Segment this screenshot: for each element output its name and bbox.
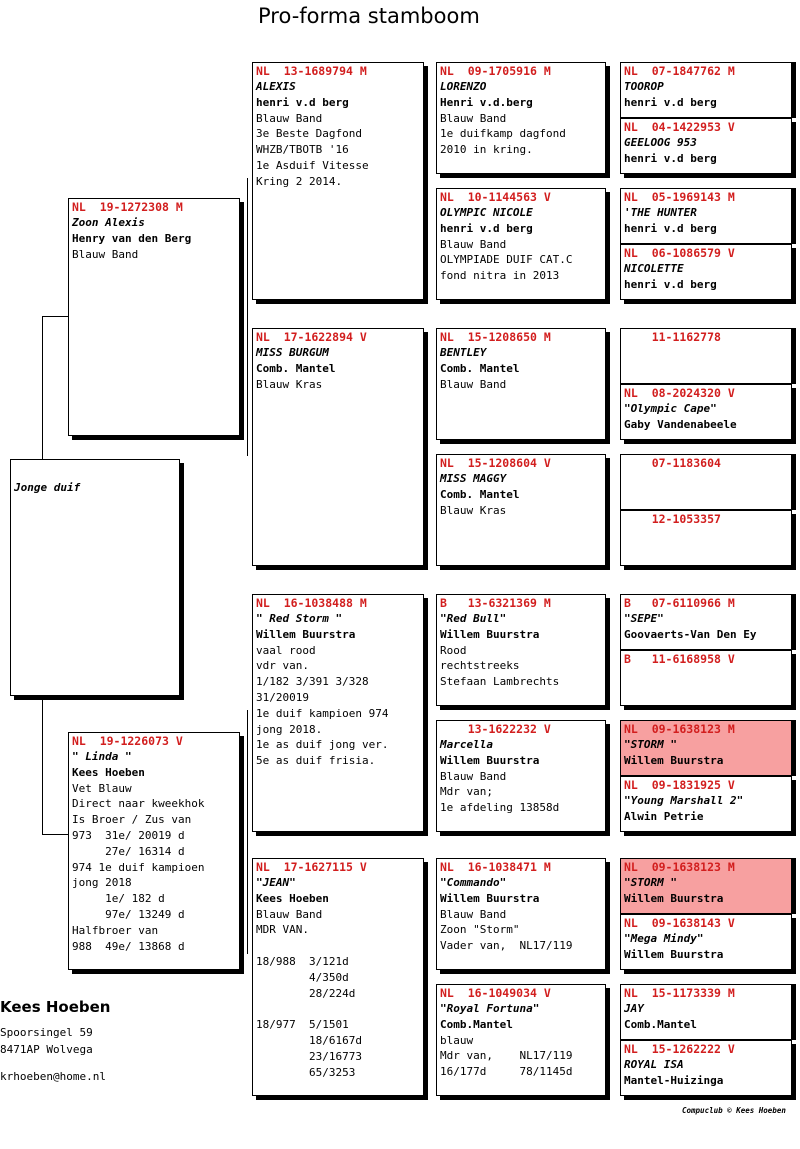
pedigree-note: vaal rood bbox=[256, 643, 316, 657]
pedigree-note: 1e duifkamp dagfond bbox=[440, 127, 566, 141]
great-great-grandparent-box[interactable] bbox=[620, 650, 792, 706]
great-great-grandparent-box[interactable] bbox=[620, 328, 792, 384]
pigeon-name: Marcella bbox=[440, 738, 493, 751]
pedigree-note: Vet Blauw bbox=[72, 781, 132, 795]
ring-number: NL 10-1144563 V bbox=[440, 190, 551, 204]
pedigree-note: WHZB/TBOTB '16 bbox=[256, 143, 349, 157]
pedigree-note bbox=[253, 938, 423, 954]
ring-number: NL 15-1173339 M bbox=[624, 986, 735, 1000]
pedigree-note: rechtstreeks bbox=[440, 659, 520, 673]
great-great-grandparent-box[interactable] bbox=[620, 984, 792, 1040]
page-title: Pro-forma stamboom bbox=[258, 4, 480, 28]
ring-number: NL 05-1969143 M bbox=[624, 190, 735, 204]
pedigree-note: 1e/ 182 d bbox=[72, 892, 165, 906]
breeder-name: henri v.d berg bbox=[256, 95, 349, 109]
pedigree-note: Rood bbox=[440, 643, 467, 657]
ring-number: 12-1053357 bbox=[624, 512, 721, 526]
breeder-name: henri v.d berg bbox=[624, 221, 717, 235]
pedigree-note: Blauw Band bbox=[256, 907, 323, 921]
great-great-grandparent-box[interactable] bbox=[620, 188, 792, 244]
pedigree-note: 1e duif kampioen 974 bbox=[256, 706, 389, 720]
breeder-name: henri v.d berg bbox=[624, 95, 717, 109]
pigeon-name: LORENZO bbox=[440, 80, 487, 93]
pedigree-note: 31/20019 bbox=[256, 690, 309, 704]
subject-name: Jonge duif bbox=[14, 481, 81, 494]
great-great-grandparent-box[interactable] bbox=[620, 1040, 792, 1096]
great-grandparent-box[interactable] bbox=[436, 188, 606, 300]
ring-number: NL 09-1638143 V bbox=[624, 916, 735, 930]
great-great-grandparent-box[interactable] bbox=[620, 510, 792, 566]
great-grandparent-box[interactable] bbox=[436, 858, 606, 970]
pedigree-note: 4/350d bbox=[256, 970, 349, 984]
pedigree-note: vdr van. bbox=[256, 659, 309, 673]
breeder-name: Willem Buurstra bbox=[440, 627, 540, 641]
ring-number: NL 17-1622894 V bbox=[256, 330, 367, 344]
pigeon-name: MISS BURGUM bbox=[256, 346, 329, 359]
ring-number: NL 16-1038488 M bbox=[256, 596, 367, 610]
pigeon-name: 'THE HUNTER bbox=[624, 206, 697, 219]
owner-email[interactable]: krhoeben@home.nl bbox=[0, 1070, 106, 1083]
connector bbox=[42, 316, 69, 317]
connector bbox=[42, 316, 43, 460]
pedigree-note: 65/3253 bbox=[256, 1065, 356, 1079]
pedigree-note: Blauw Band bbox=[72, 247, 139, 261]
ring-number: NL 06-1086579 V bbox=[624, 246, 735, 260]
owner-street: Spoorsingel 59 bbox=[0, 1026, 93, 1039]
breeder-name: Comb. Mantel bbox=[440, 487, 520, 501]
pedigree-note: Is Broer / Zus van bbox=[72, 813, 192, 827]
ring-number: B 07-6110966 M bbox=[624, 596, 735, 610]
grandparent-box[interactable] bbox=[252, 594, 424, 832]
pedigree-note: Blauw Band bbox=[256, 111, 323, 125]
pedigree-note: 1/182 3/391 3/328 bbox=[256, 675, 369, 689]
breeder-name: Gaby Vandenabeele bbox=[624, 417, 737, 431]
great-great-grandparent-box[interactable] bbox=[620, 384, 792, 440]
pedigree-note: Halfbroer van bbox=[72, 923, 159, 937]
ring-number: NL 15-1208650 M bbox=[440, 330, 551, 344]
breeder-name: Comb. Mantel bbox=[256, 361, 336, 375]
pedigree-note: Blauw Kras bbox=[256, 377, 323, 391]
pigeon-name: GEELOOG 953 bbox=[624, 136, 697, 149]
pigeon-name: ALEXIS bbox=[256, 80, 296, 93]
breeder-name: Willem Buurstra bbox=[624, 753, 724, 767]
pedigree-note: Mdr van; bbox=[440, 785, 493, 799]
ring-number: NL 13-1689794 M bbox=[256, 64, 367, 78]
great-grandparent-box[interactable] bbox=[436, 454, 606, 566]
pedigree-note: 28/224d bbox=[256, 986, 356, 1000]
pedigree-note: 5e as duif frisia. bbox=[256, 754, 376, 768]
pedigree-note: Stefaan Lambrechts bbox=[440, 675, 560, 689]
breeder-name: Willem Buurstra bbox=[440, 891, 540, 905]
pedigree-note: 2010 in kring. bbox=[440, 143, 533, 157]
pedigree-note: 18/977 5/1501 bbox=[256, 1018, 349, 1032]
pedigree-note: MDR VAN. bbox=[256, 923, 309, 937]
great-great-grandparent-box[interactable] bbox=[620, 720, 792, 776]
ring-number: NL 09-1831925 V bbox=[624, 778, 735, 792]
breeder-name: Goovaerts-Van Den Ey bbox=[624, 627, 757, 641]
mother-box[interactable] bbox=[68, 732, 240, 970]
grandparent-box[interactable] bbox=[252, 328, 424, 566]
great-great-grandparent-box[interactable] bbox=[620, 914, 792, 970]
pedigree-note: 18/6167d bbox=[256, 1033, 362, 1047]
pedigree-note: Blauw Band bbox=[440, 907, 507, 921]
pedigree-note: jong 2018. bbox=[256, 722, 323, 736]
pigeon-name: "Olympic Cape" bbox=[624, 402, 717, 415]
pigeon-name: NICOLETTE bbox=[624, 262, 684, 275]
great-great-grandparent-box[interactable] bbox=[620, 62, 792, 118]
breeder-name: Henry van den Berg bbox=[72, 231, 192, 245]
great-grandparent-box[interactable] bbox=[436, 328, 606, 440]
pigeon-name: "Royal Fortuna" bbox=[440, 1002, 540, 1015]
pigeon-name: "Young Marshall 2" bbox=[624, 794, 744, 807]
breeder-name: Willem Buurstra bbox=[440, 753, 540, 767]
pedigree-note: Blauw Band bbox=[440, 769, 507, 783]
breeder-name: Comb.Mantel bbox=[624, 1017, 697, 1031]
pedigree-note: Direct naar kweekhok bbox=[72, 797, 205, 811]
great-grandparent-box[interactable] bbox=[436, 720, 606, 832]
great-great-grandparent-box[interactable] bbox=[620, 858, 792, 914]
pedigree-note: Mdr van, NL17/119 bbox=[440, 1049, 573, 1063]
footer-credit: Compuclub © Kees Hoeben bbox=[682, 1106, 786, 1115]
pedigree-note: Blauw Kras bbox=[440, 503, 507, 517]
pedigree-note: 988 49e/ 13868 d bbox=[72, 939, 185, 953]
grandparent-box[interactable] bbox=[252, 62, 424, 300]
pigeon-name: Zoon Alexis bbox=[72, 216, 145, 229]
pedigree-note: Zoon "Storm" bbox=[440, 923, 520, 937]
pigeon-name: "SEPE" bbox=[624, 612, 664, 625]
pigeon-name: "STORM " bbox=[624, 876, 677, 889]
pedigree-note: jong 2018 bbox=[72, 876, 132, 890]
breeder-name: Willem Buurstra bbox=[624, 947, 724, 961]
great-great-grandparent-box[interactable] bbox=[620, 118, 792, 174]
ring-number: NL 07-1847762 M bbox=[624, 64, 735, 78]
pedigree-note: 18/988 3/121d bbox=[256, 954, 349, 968]
ring-number: NL 16-1049034 V bbox=[440, 986, 551, 1000]
breeder-name: Mantel-Huizinga bbox=[624, 1073, 724, 1087]
breeder-name: Henri v.d.berg bbox=[440, 95, 533, 109]
owner-name: Kees Hoeben bbox=[0, 998, 111, 1016]
breeder-name: Willem Buurstra bbox=[624, 891, 724, 905]
breeder-name: Alwin Petrie bbox=[624, 809, 704, 823]
pedigree-note: fond nitra in 2013 bbox=[440, 269, 560, 283]
ring-number: 07-1183604 bbox=[624, 456, 721, 470]
pedigree-note: Blauw Band bbox=[440, 111, 507, 125]
pigeon-name: OLYMPIC NICOLE bbox=[440, 206, 533, 219]
pedigree-note: 973 31e/ 20019 d bbox=[72, 828, 185, 842]
great-grandparent-box[interactable] bbox=[436, 594, 606, 706]
ring-number: NL 15-1262222 V bbox=[624, 1042, 735, 1056]
pedigree-note: 974 1e duif kampioen bbox=[72, 860, 205, 874]
ring-number: 13-1622232 V bbox=[440, 722, 551, 736]
pedigree-note: Kring 2 2014. bbox=[256, 174, 343, 188]
pedigree-note: Vader van, NL17/119 bbox=[440, 939, 573, 953]
ring-number: NL 09-1638123 M bbox=[624, 860, 735, 874]
ring-number: NL 17-1627115 V bbox=[256, 860, 367, 874]
breeder-name: henri v.d berg bbox=[624, 277, 717, 291]
grandparent-box[interactable] bbox=[252, 858, 424, 1096]
pedigree-note: blauw bbox=[440, 1033, 474, 1047]
pedigree-note: 27e/ 16314 d bbox=[72, 844, 185, 858]
pedigree-note: Blauw Band bbox=[440, 377, 507, 391]
father-box[interactable] bbox=[68, 198, 240, 436]
pedigree-note: 3e Beste Dagfond bbox=[256, 127, 362, 141]
pigeon-name: "Red Bull" bbox=[440, 612, 507, 625]
ring-number: NL 19-1272308 M bbox=[72, 200, 183, 214]
breeder-name: Willem Buurstra bbox=[256, 627, 356, 641]
great-great-grandparent-box[interactable] bbox=[620, 594, 792, 650]
pigeon-name: "JEAN" bbox=[256, 876, 296, 889]
pigeon-name: BENTLEY bbox=[440, 346, 487, 359]
ring-number: B 13-6321369 M bbox=[440, 596, 551, 610]
pedigree-note: Blauw Band bbox=[440, 237, 507, 251]
pigeon-name: MISS MAGGY bbox=[440, 472, 507, 485]
pedigree-note: 23/16773 bbox=[256, 1049, 362, 1063]
connector bbox=[247, 178, 248, 456]
connector bbox=[42, 696, 43, 834]
ring-number: NL 09-1705916 M bbox=[440, 64, 551, 78]
pigeon-name: TOOROP bbox=[624, 80, 664, 93]
breeder-name: Kees Hoeben bbox=[72, 765, 145, 779]
ring-number: 11-1162778 bbox=[624, 330, 721, 344]
pedigree-note: 97e/ 13249 d bbox=[72, 907, 185, 921]
pigeon-name: " Linda " bbox=[72, 750, 132, 763]
breeder-name: henri v.d berg bbox=[624, 151, 717, 165]
ring-number: NL 08-2024320 V bbox=[624, 386, 735, 400]
owner-city: 8471AP Wolvega bbox=[0, 1043, 93, 1056]
pedigree-note: 1e afdeling 13858d bbox=[440, 801, 560, 815]
great-great-grandparent-box[interactable] bbox=[620, 454, 792, 510]
pigeon-name: " Red Storm " bbox=[256, 612, 343, 625]
ring-number: NL 09-1638123 M bbox=[624, 722, 735, 736]
pedigree-note: 1e Asduif Vitesse bbox=[256, 158, 369, 172]
ring-number: NL 16-1038471 M bbox=[440, 860, 551, 874]
great-grandparent-box[interactable] bbox=[436, 984, 606, 1096]
ring-number: NL 15-1208604 V bbox=[440, 456, 551, 470]
pedigree-note bbox=[253, 1001, 423, 1017]
pigeon-name: "Commando" bbox=[440, 876, 507, 889]
subject-box[interactable] bbox=[10, 459, 180, 696]
pedigree-note: 16/177d 78/1145d bbox=[440, 1065, 573, 1079]
connector bbox=[247, 710, 248, 954]
ring-number: B 11-6168958 V bbox=[624, 652, 735, 666]
ring-number: NL 19-1226073 V bbox=[72, 734, 183, 748]
pedigree-note: 1e as duif jong ver. bbox=[256, 738, 389, 752]
great-great-grandparent-box[interactable] bbox=[620, 244, 792, 300]
breeder-name: henri v.d berg bbox=[440, 221, 533, 235]
owner-info bbox=[0, 998, 110, 1085]
connector bbox=[42, 834, 69, 835]
breeder-name: Comb.Mantel bbox=[440, 1017, 513, 1031]
pigeon-name: ROYAL ISA bbox=[624, 1058, 684, 1071]
breeder-name: Comb. Mantel bbox=[440, 361, 520, 375]
great-grandparent-box[interactable] bbox=[436, 62, 606, 174]
ring-number: NL 04-1422953 V bbox=[624, 120, 735, 134]
pigeon-name: JAY bbox=[624, 1002, 644, 1015]
pedigree-note: OLYMPIADE DUIF CAT.C bbox=[440, 253, 573, 267]
great-great-grandparent-box[interactable] bbox=[620, 776, 792, 832]
pigeon-name: "STORM " bbox=[624, 738, 677, 751]
breeder-name: Kees Hoeben bbox=[256, 891, 329, 905]
pigeon-name: "Mega Mindy" bbox=[624, 932, 704, 945]
